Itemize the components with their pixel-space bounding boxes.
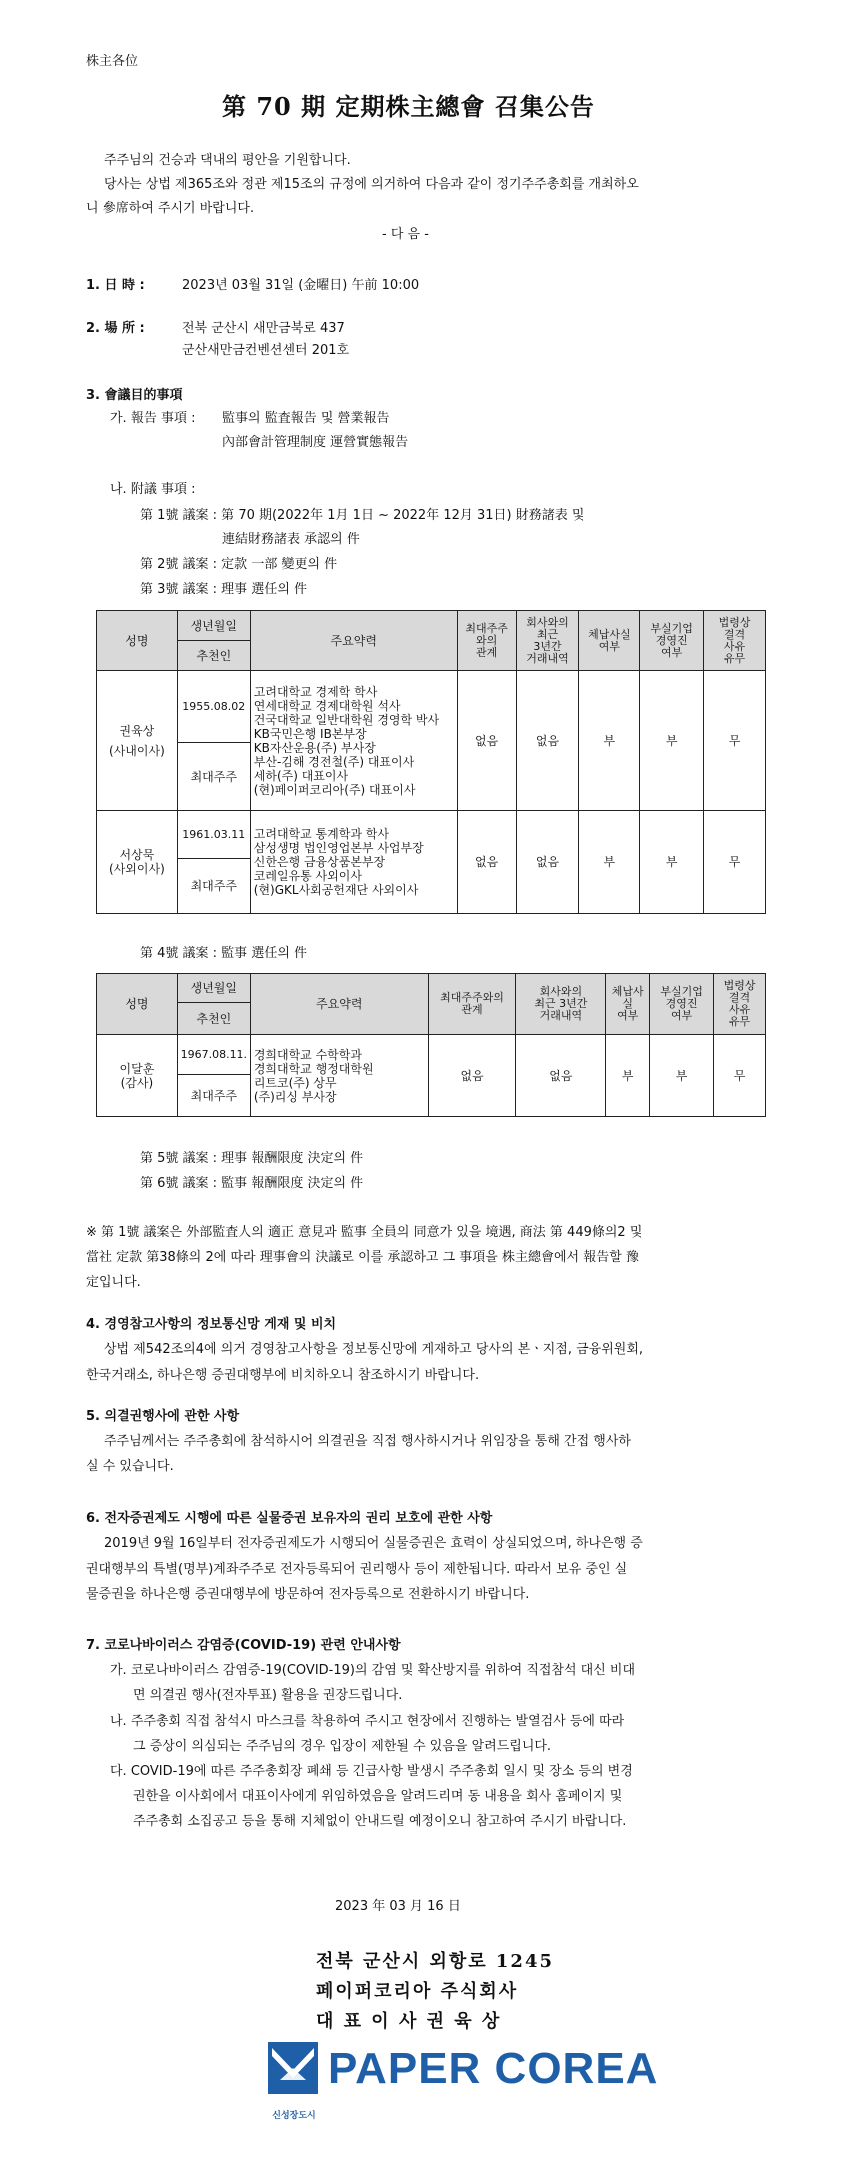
section-7-c-line-3: 주주총회 소집공고 등을 통해 지체없이 안내드릴 예정이오니 참고하여 주시기 바랍니다. [133,1814,627,1829]
director-recommender: 최대주주 [177,859,250,914]
auditor-career [250,1035,428,1117]
auditor-name-cell [97,1035,178,1117]
note-line-1: ※ 第 1號 議案은 外部監査人의 適正 意見과 監事 全員의 同意가 있을 境遇, 商法 第 449條의2 및 [86,1225,643,1240]
auditor-table [96,973,766,1117]
header-delinquency: 체납사실 여부 [606,974,650,1035]
section-4-line-2: 한국거래소, 하나은행 증권대행부에 비치하오니 참조하시기 바랍니다. [86,1368,480,1383]
logo-caption: 신성장도시 [272,2111,316,2121]
section-6-title: 6. 전자증권제도 시행에 따른 실물증권 보유자의 권리 보호에 관한 사항 [86,1511,493,1526]
section-7-a-line-1: 가. 코로나바이러스 감염증-19(COVID-19)의 감염 및 확산방지를 위하여 직접참석 대신 비대 [110,1663,636,1678]
header-name: 성명 [97,974,178,1035]
section-6-line-2: 권대행부의 특별(명부)계좌주주로 전자등록되어 권리행사 등이 제한됩니다. 따라서 보유 중인 실 [86,1562,628,1577]
career-line: 코레일유통 사외이사 [253,869,362,883]
footer-ceo: 대 표 이 사 권 육 상 [316,2011,502,2032]
auditor-delinquency: 부 [606,1035,650,1117]
section-7-title: 7. 코로나바이러스 감염증(COVID-19) 관련 안내사항 [86,1638,401,1653]
header-recommender: 추천인 [177,1003,250,1035]
place-line-2: 군산새만금컨벤션센터 201호 [182,343,350,358]
auditor-relation: 없음 [428,1035,516,1117]
header-disqualify: 법령상 결격 사유 유무 [704,611,766,671]
director-recommender: 최대주주 [177,743,250,811]
director-transactions: 없음 [516,671,579,811]
header-insolvent: 부실기업 경영진 여부 [650,974,714,1035]
agenda-item-6: 第 6號 議案 : 監事 報酬限度 決定의 件 [140,1176,364,1191]
auditor-disqualify: 무 [714,1035,766,1117]
page-title: 第 70 期 定期株主總會 召集公告 [222,92,595,121]
agenda-item-1-line-1: 第 1號 議案 : 第 70 期(2022年 1月 1日 ~ 2022年 12月 31日) 財務諸表 및 [140,508,585,523]
agenda-item-3: 第 3號 議案 : 理事 選任의 件 [140,582,308,597]
auditor-birth: 1967.08.11. [177,1035,250,1075]
intro-line-2: 니 參席하여 주시기 바랍니다. [86,201,255,216]
section-5-line-2: 실 수 있습니다. [86,1459,174,1474]
header-career: 주요약력 [250,974,428,1035]
header-name: 성명 [97,611,178,671]
footer-date: 2023 年 03 月 16 日 [335,1899,461,1914]
date-value: 2023년 03월 31일 (金曜日) 午前 10:00 [182,278,420,293]
footer-company: 페이퍼코리아 주식회사 [316,1981,519,2002]
career-line: 연세대학교 경제대학원 석사 [253,698,401,713]
director-birth: 1955.08.02 [177,671,250,743]
agenda-title: 3. 會議目的事項 [86,388,183,403]
director-name: 서상묵 [119,848,155,862]
director-relation: 없음 [457,671,516,811]
career-line: KB자산운용(주) 부사장 [253,740,376,755]
footer-address: 전북 군산시 외항로 1245 [316,1951,555,1972]
director-disqualify: 무 [704,811,766,914]
career-line: 삼성생명 법인영업본부 사업부장 [253,841,424,855]
addressee: 株主各位 [86,54,139,69]
header-delinquency: 체납사실 여부 [579,611,640,671]
director-name-cell [97,671,178,811]
career-line: 경희대학교 수학학과 [253,1047,362,1062]
career-line: 세하(주) 대표이사 [253,768,349,783]
place-label: 2. 場 所 : [86,321,145,336]
header-insolvent: 부실기업 경영진 여부 [640,611,704,671]
career-line: 신한은행 금융상품본부장 [253,855,386,869]
report-label: 가. 報告 事項 : [110,411,196,426]
agenda-item-1-line-2: 連結財務諸表 承認의 件 [222,532,360,547]
agenda-item-2: 第 2號 議案 : 定款 一部 變更의 件 [140,557,338,572]
header-relation: 최대주주 와의 관계 [457,611,516,671]
director-name: 권육상 [119,723,155,738]
header-transactions: 회사와의 최근 3년간 거래내역 [516,611,579,671]
section-7-b-line-2: 그 증상이 의심되는 주주님의 경우 입장이 제한될 수 있음을 알려드립니다. [133,1739,552,1754]
director-relation: 없음 [457,811,516,914]
section-7-b-line-1: 나. 주주총회 직접 참석시 마스크를 착용하여 주시고 현장에서 진행하는 발열검사 등에 따라 [110,1714,625,1729]
header-relation: 최대주주와의 관계 [428,974,516,1035]
company-logo-text: PAPER COREA [328,2044,659,2093]
section-7-a-line-2: 면 의결권 행사(전자투표) 활용을 권장드립니다. [133,1688,403,1703]
table-row [97,671,766,743]
section-4-line-1: 상법 제542조의4에 의거 경영참고사항을 정보통신망에 게재하고 당사의 본ㆍ지점, 금융위원회, [104,1342,644,1357]
intro-line-1: 당사는 상법 제365조와 정관 제15조의 규정에 의거하여 다음과 같이 정기주주총회를 개최하오 [104,177,639,192]
career-line: (주)리싱 부사장 [253,1089,337,1104]
career-line: 경희대학교 행정대학원 [253,1061,374,1076]
auditor-name: 이달훈 [119,1061,155,1076]
header-transactions: 회사와의 최근 3년간 거래내역 [516,974,606,1035]
career-line: (현)GKL사회공헌재단 사외이사 [253,883,419,897]
director-transactions: 없음 [516,811,579,914]
intro-greeting: 주주님의 건승과 댁내의 평안을 기원합니다. [104,153,351,168]
header-recommender: 추천인 [177,641,250,671]
section-5-title: 5. 의결권행사에 관한 사항 [86,1409,240,1424]
note-line-2: 當社 定款 第38條의 2에 따라 理事會의 決議로 이를 承認하고 그 事項을 株主總會에서 報告할 豫 [86,1250,639,1265]
career-line: 고려대학교 통계학과 학사 [253,827,389,841]
section-6-line-1: 2019년 9월 16일부터 전자증권제도가 시행되어 실물증권은 효력이 상실되었으며, 하나은행 증 [104,1536,643,1551]
director-role: (사내이사) [109,743,165,758]
director-delinquency: 부 [579,671,640,811]
auditor-transactions: 없음 [516,1035,606,1117]
career-line: KB국민은행 IB본부장 [253,726,367,741]
career-line: 리트코(주) 상무 [253,1075,337,1090]
auditor-role: (감사) [120,1075,154,1090]
report-line-1: 監事의 監査報告 및 營業報告 [222,411,390,426]
director-disqualify: 무 [704,671,766,811]
section-7-c-line-1: 다. COVID-19에 따른 주주총회장 폐쇄 등 긴급사항 발생시 주주총회 일시 및 장소 등의 변경 [110,1764,633,1779]
auditor-recommender: 최대주주 [177,1075,250,1117]
section-6-line-3: 물증권을 하나은행 증권대행부에 방문하여 전자등록으로 전환하시기 바랍니다. [86,1587,530,1602]
header-disqualify: 법령상 결격 사유 유무 [714,974,766,1035]
header-birth: 생년월일 [177,974,250,1003]
table-row [97,811,766,859]
career-line: 건국대학교 일반대학원 경영학 박사 [253,712,440,727]
director-table [96,610,766,914]
auditor-insolvent: 부 [650,1035,714,1117]
resolution-label: 나. 附議 事項 : [110,482,196,497]
place-line-1: 전북 군산시 새만금북로 437 [182,321,345,336]
section-5-line-1: 주주님께서는 주주총회에 참석하시어 의결권을 직접 행사하시거나 위임장을 통해 간접 행사하 [104,1434,631,1449]
separator-heading: - 다 음 - [382,227,429,242]
career-line: 부산-김해 경전철(주) 대표이사 [253,754,415,769]
career-line: (현)페이퍼코리아(주) 대표이사 [253,782,416,797]
director-career [250,811,457,914]
header-career: 주요약력 [250,611,457,671]
director-insolvent: 부 [640,671,704,811]
agenda-item-4: 第 4號 議案 : 監事 選任의 件 [140,946,308,961]
director-role: (사외이사) [109,862,165,876]
papercorea-emblem-icon [266,2040,322,2108]
report-line-2: 內部會計管理制度 運營實態報告 [222,435,409,450]
table-row [97,1035,766,1075]
note-line-3: 定입니다. [86,1275,141,1290]
director-career [250,671,457,811]
section-4-title: 4. 경영참고사항의 정보통신망 게재 및 비치 [86,1317,337,1332]
header-birth: 생년월일 [177,611,250,641]
director-insolvent: 부 [640,811,704,914]
agenda-item-5: 第 5號 議案 : 理事 報酬限度 決定의 件 [140,1151,364,1166]
director-name-cell [97,811,178,914]
career-line: 고려대학교 경제학 학사 [253,684,378,699]
director-delinquency: 부 [579,811,640,914]
section-7-c-line-2: 권한을 이사회에서 대표이사에게 위임하였음을 알려드리며 동 내용을 회사 홈페이지 및 [133,1789,623,1804]
date-label: 1. 日 時 : [86,278,145,293]
director-birth: 1961.03.11 [177,811,250,859]
